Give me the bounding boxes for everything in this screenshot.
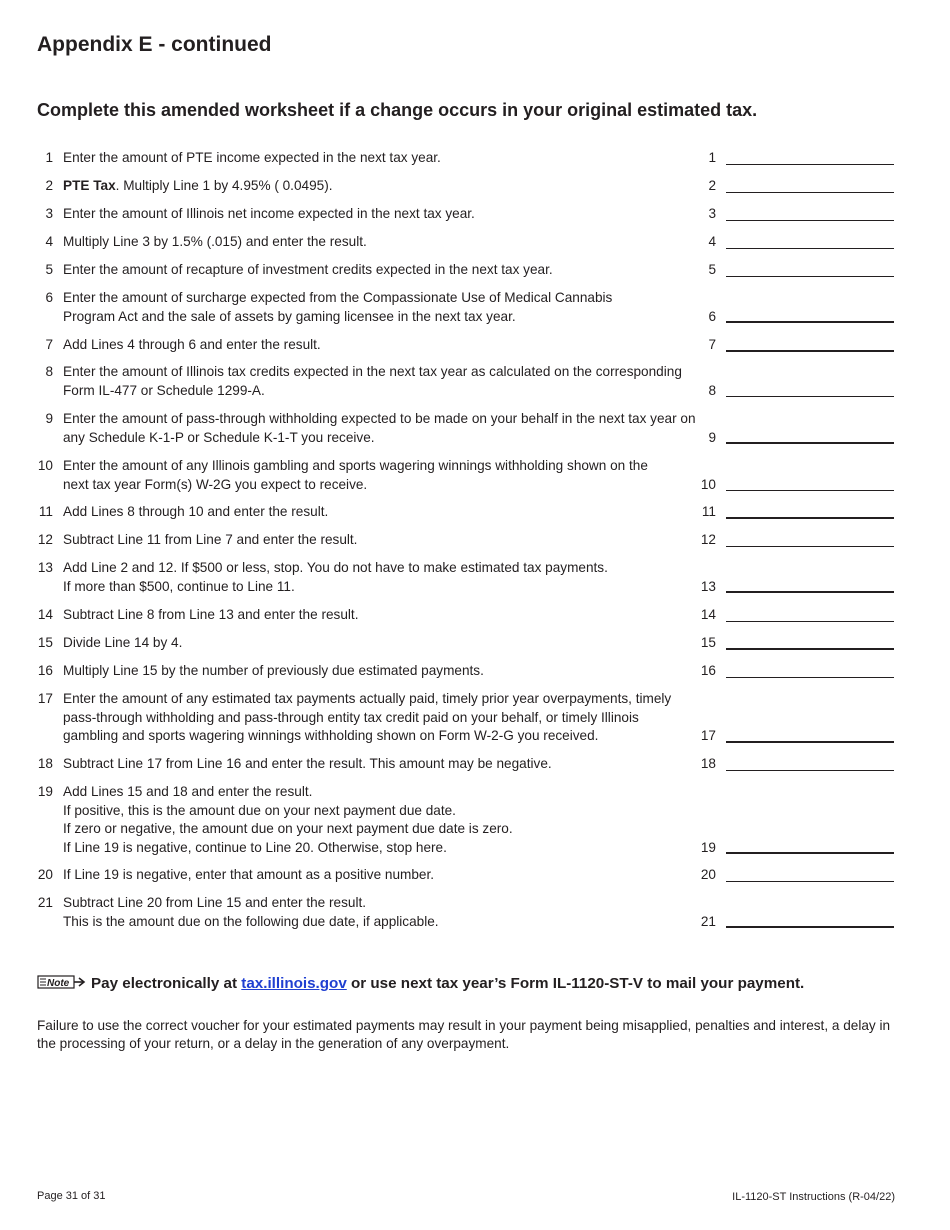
amount-field[interactable] [726,396,894,397]
line-instruction [63,261,703,280]
line-instruction [63,410,703,447]
page-number: Page 31 of 31 [37,1190,106,1202]
line-number-right: 19 [700,839,716,855]
worksheet-line-17 [0,690,950,746]
worksheet-line-19 [0,783,950,857]
line-instruction [63,662,703,681]
line-number: 18 [37,756,53,771]
line-instruction [63,336,703,355]
instruction-text: Enter the amount of Illinois tax credits expected in the next tax year as calculated on the corresponding [63,364,682,379]
amount-field[interactable] [726,248,894,249]
line-number-right: 16 [700,663,716,678]
line-number: 15 [37,635,53,650]
worksheet-line-3 [0,205,950,224]
note-prefix: Pay electronically at [91,975,242,992]
line-number: 11 [38,504,53,519]
instruction-text: Enter the amount of recapture of investment credits expected in the next tax year. [63,262,553,277]
line-instruction [63,634,703,653]
instruction-emphasis: PTE Tax [63,178,116,193]
instruction-text: If Line 19 is negative, continue to Line 20. Otherwise, stop here. [63,839,447,855]
instruction-text: Enter the amount of any Illinois gambling and sports wagering winnings withholding shown on the [63,458,648,473]
worksheet-line-9 [0,410,950,447]
instruction-text: This is the amount due on the following due date, if applicable. [63,913,439,929]
line-number: 10 [37,458,53,473]
line-instruction [63,205,703,224]
line-number-right: 14 [700,607,716,622]
line-number-right: 18 [700,756,716,771]
worksheet-line-21 [0,894,950,931]
line-number-right: 12 [700,532,716,547]
instruction-text: Enter the amount of Illinois net income expected in the next tax year. [63,206,475,221]
line-number-right: 1 [708,150,716,165]
line-number: 19 [37,784,53,799]
instruction-text: Add Line 2 and 12. If $500 or less, stop. You do not have to make estimated tax payments. [63,560,608,575]
instruction-text: Form IL-477 or Schedule 1299-A. [63,382,265,398]
line-instruction [63,866,703,885]
amount-field[interactable] [726,546,894,547]
line-number: 3 [45,206,53,221]
line-number: 13 [37,560,53,575]
instruction-text: gambling and sports wagering winnings withholding shown on Form W-2-G you received. [63,728,599,744]
line-number-right: 3 [708,206,716,221]
line-instruction [63,233,703,252]
line-number: 21 [37,895,53,910]
instruction-text: Add Lines 15 and 18 and enter the result. [63,784,313,799]
instruction-text: Enter the amount of PTE income expected in the next tax year. [63,150,441,165]
worksheet-line-14 [0,606,950,625]
line-instruction [63,531,703,550]
line-instruction [63,606,703,625]
line-instruction [63,559,703,596]
worksheet-line-18 [0,755,950,774]
line-number: 7 [45,337,53,352]
line-instruction [63,755,703,774]
line-number-right: 20 [700,867,716,882]
instruction-text: pass-through withholding and pass-through entity tax credit paid on your behalf, or timely Illinois [63,709,639,725]
line-number-right: 9 [708,429,716,445]
instruction-text: next tax year Form(s) W-2G you expect to receive. [63,476,368,492]
amount-field[interactable] [726,677,894,678]
note-badge-label: Note [47,977,70,989]
note-line [37,975,804,992]
amount-field[interactable] [726,621,894,622]
instruction-text: Add Lines 4 through 6 and enter the result. [63,337,321,352]
instruction-text: Enter the amount of any estimated tax payments actually paid, timely prior year overpayments, timely [63,691,672,706]
amount-field[interactable] [726,442,894,444]
amount-field[interactable] [726,926,894,928]
instruction-text: Multiply Line 15 by the number of previously due estimated payments. [63,663,484,678]
instruction-text: Subtract Line 8 from Line 13 and enter the result. [63,607,359,622]
worksheet-line-11 [0,503,950,522]
voucher-warning-paragraph: Failure to use the correct voucher for your estimated payments may result in your payment being misapplied, penalties and interest, a delay in the processing of your return, or a delay in the generation of any overpayment. [37,1018,891,1051]
note-suffix: or use next tax year’s Form IL-1120-ST-V to mail your payment. [346,975,805,992]
amount-field[interactable] [726,220,894,221]
worksheet-line-16 [0,662,950,681]
amount-field[interactable] [726,591,894,593]
instruction-text: If positive, this is the amount due on your next payment due date. [63,802,456,818]
line-number-right: 17 [700,728,716,744]
line-number: 9 [45,411,53,426]
amount-field[interactable] [726,648,894,650]
line-number-right: 8 [708,382,716,398]
amount-field[interactable] [726,881,894,882]
amount-field[interactable] [726,164,894,165]
worksheet-line-4 [0,233,950,252]
line-instruction [63,894,703,931]
amount-field[interactable] [726,770,894,771]
line-instruction [63,457,703,494]
instruction-text: Program Act and the sale of assets by gaming licensee in the next tax year. [63,308,516,324]
worksheet-line-10 [0,457,950,494]
line-number-right: 21 [700,913,716,929]
line-number-right: 15 [700,635,716,650]
line-instruction [63,783,703,857]
line-number: 14 [37,607,53,622]
line-number-right: 7 [708,337,716,352]
line-number: 16 [37,663,53,678]
instruction-text: Add Lines 8 through 10 and enter the result. [63,504,329,519]
form-identifier: IL-1120-ST Instructions (R-04/22) [732,1191,895,1203]
worksheet-line-5 [0,261,950,280]
line-instruction [63,690,703,746]
instruction-text: If more than $500, continue to Line 11. [63,578,295,594]
instruction-text: Subtract Line 20 from Line 15 and enter the result. [63,895,367,910]
instruction-text: . Multiply Line 1 by 4.95% ( 0.0495). [115,178,333,193]
line-number-right: 10 [700,476,716,492]
line-number: 20 [37,867,53,882]
line-number: 2 [45,178,53,193]
worksheet-line-20 [0,866,950,885]
amount-field[interactable] [726,276,894,277]
line-instruction [63,289,703,326]
line-instruction [63,149,703,168]
worksheet-line-7 [0,336,950,355]
amount-field[interactable] [726,741,894,743]
worksheet-line-1 [0,149,950,168]
line-number: 17 [37,691,53,706]
line-number-right: 4 [708,234,716,249]
instruction-text: Divide Line 14 by 4. [63,635,183,650]
instruction-text: Multiply Line 3 by 1.5% (.015) and enter the result. [63,234,367,249]
amount-field[interactable] [726,852,894,854]
instruction-text: Enter the amount of pass-through withholding expected to be made on your behalf in the next tax year on [63,411,696,426]
note-icon [37,974,87,990]
worksheet-subtitle: Complete this amended worksheet if a change occurs in your original estimated tax. [37,100,758,120]
line-number-right: 6 [708,308,716,324]
line-number-right: 5 [708,262,716,277]
worksheet-line-8 [0,363,950,400]
line-instruction [63,363,703,400]
instruction-text: If Line 19 is negative, enter that amount as a positive number. [63,867,435,882]
line-number: 4 [45,234,53,249]
worksheet-line-6 [0,289,950,326]
tax-illinois-link[interactable]: tax.illinois.gov [241,975,347,992]
instruction-text: any Schedule K-1-P or Schedule K-1-T you receive. [63,429,375,445]
amount-field[interactable] [726,350,894,352]
line-instruction [63,177,703,196]
amount-field[interactable] [726,192,894,193]
line-number: 8 [45,364,53,379]
line-number: 6 [45,290,53,305]
line-number: 12 [37,532,53,547]
instruction-text: Subtract Line 11 from Line 7 and enter the result. [63,532,358,547]
page-title: Appendix E - continued [37,33,272,56]
worksheet-line-13 [0,559,950,596]
line-number: 1 [45,150,53,165]
amount-field[interactable] [726,517,894,519]
worksheet-line-2 [0,177,950,196]
line-instruction [63,503,703,522]
line-number-right: 13 [700,578,716,594]
amount-field[interactable] [726,490,894,491]
worksheet-line-12 [0,531,950,550]
instruction-text: If zero or negative, the amount due on your next payment due date is zero. [63,821,513,837]
line-number: 5 [45,262,53,277]
instruction-text: Subtract Line 17 from Line 16 and enter the result. This amount may be negative. [63,756,552,771]
instruction-text: Enter the amount of surcharge expected from the Compassionate Use of Medical Cannabis [63,290,613,305]
line-number-right: 2 [708,178,716,193]
worksheet-line-15 [0,634,950,653]
amount-field[interactable] [726,321,894,323]
line-number-right: 11 [701,504,716,519]
